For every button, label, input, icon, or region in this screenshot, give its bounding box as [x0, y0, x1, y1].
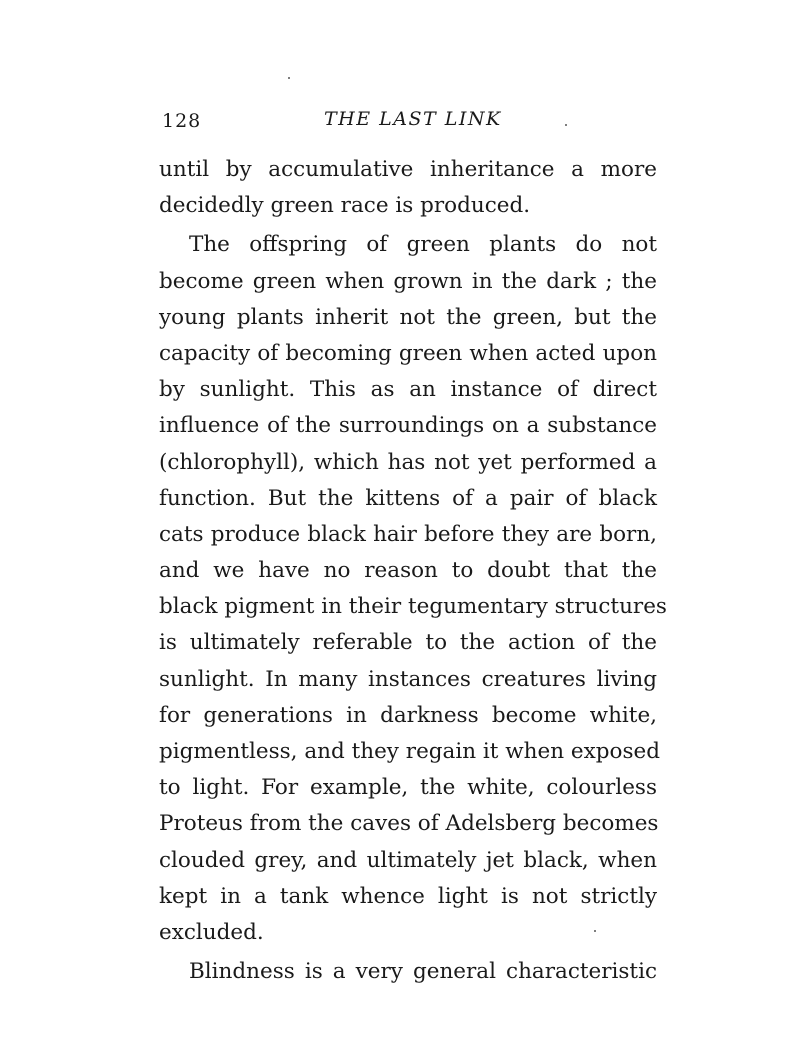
- paper-speck: [288, 77, 290, 79]
- text-line: and we have no reason to doubt that the: [159, 558, 657, 584]
- text-line: black pigment in their tegumentary structures: [159, 594, 667, 620]
- running-title: THE LAST LINK: [324, 108, 502, 130]
- text-line: sunlight. In many instances creatures living: [159, 666, 657, 692]
- text-line: decidedly green race is produced.: [159, 193, 531, 219]
- text-line: function. But the kittens of a pair of black: [159, 485, 657, 511]
- text-line: (chlorophyll), which has not yet performed a: [159, 449, 657, 475]
- text-line: Proteus from the caves of Adelsberg becomes: [159, 811, 659, 837]
- body-text: [159, 152, 667, 990]
- text-line: capacity of becoming green when acted upon: [159, 340, 657, 366]
- text-line: until by accumulative inheritance a more: [159, 157, 657, 182]
- text-line: cats produce black hair before they are born,: [159, 521, 657, 547]
- page-number: 128: [162, 110, 202, 132]
- text-line: excluded.: [159, 919, 264, 945]
- text-line: young plants inherit not the green, but the: [159, 304, 657, 330]
- text-line: by sunlight. This as an instance of direct: [159, 377, 657, 403]
- text-line: become green when grown in the dark ; the: [159, 268, 657, 294]
- text-line: to light. For example, the white, colourless: [159, 775, 657, 801]
- text-line: influence of the surroundings on a substance: [159, 413, 657, 439]
- text-line: for generations in darkness become white,: [159, 702, 657, 728]
- text-line: Blindness is a very general characteristic: [189, 959, 657, 985]
- paper-speck: [565, 124, 567, 126]
- text-line: is ultimately referable to the action of the: [159, 630, 657, 656]
- text-line: kept in a tank whence light is not strictly: [159, 883, 657, 909]
- text-line: pigmentless, and they regain it when exposed: [159, 739, 661, 764]
- text-line: clouded grey, and ultimately jet black, when: [159, 847, 657, 873]
- text-line: The offspring of green plants do not: [189, 232, 657, 258]
